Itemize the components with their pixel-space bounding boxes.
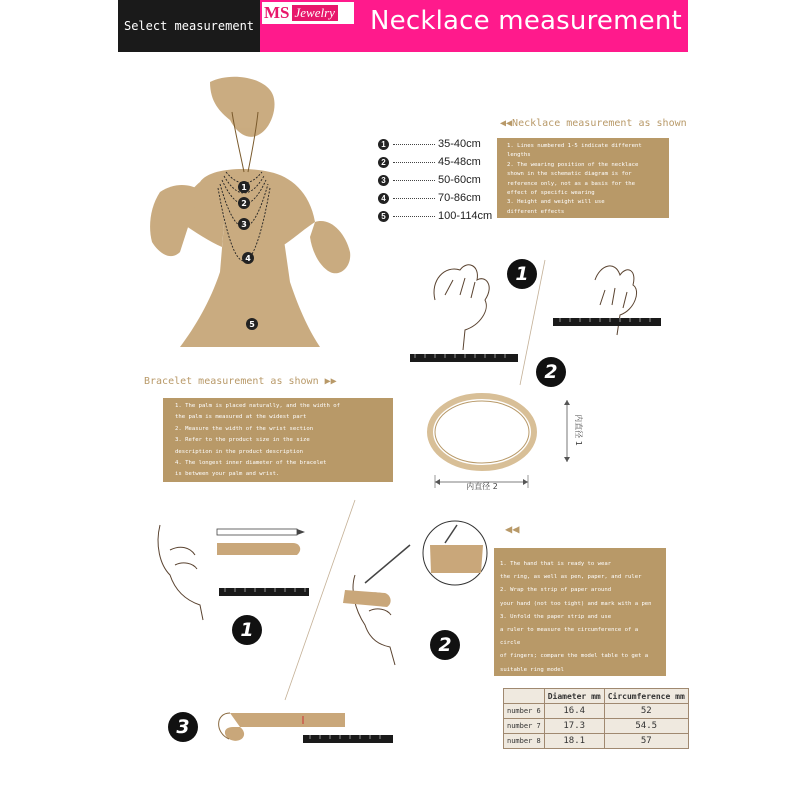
length-number: 2 — [378, 157, 389, 168]
ring-step-1-badge: 1 — [232, 615, 262, 645]
figure-label-4: 4 — [245, 254, 251, 263]
select-measurement-tab[interactable] — [118, 0, 260, 52]
length-number: 4 — [378, 193, 389, 204]
bracelet-step-2-badge: 2 — [536, 357, 566, 387]
note-line: 1. The palm is placed naturally, and the width of — [175, 403, 341, 409]
double-chevron-left-icon: ◀◀ — [500, 118, 513, 129]
note-line: the ring, as well as pen, paper, and ruler — [500, 574, 642, 581]
figure-label-3: 3 — [241, 220, 247, 229]
note-line: suitable ring model — [500, 666, 564, 673]
note-line: your hand (not too tight) and mark with a pen — [500, 600, 652, 607]
note-line: the palm is measured at the widest part — [175, 414, 307, 421]
note-line: lengths — [507, 152, 531, 159]
necklace-section-title — [500, 118, 687, 129]
ring-measure-illustration — [145, 495, 495, 755]
length-number: 1 — [378, 139, 389, 150]
logo-sub-text: Jewelry — [292, 5, 338, 21]
note-line: is between your palm and wrist. — [175, 471, 280, 478]
length-row — [378, 207, 492, 225]
length-row — [378, 153, 492, 171]
bangle-diameter-diagram — [420, 390, 585, 495]
double-chevron-left-icon: ◀◀ — [505, 522, 520, 536]
length-value: 70-86cm — [438, 192, 481, 204]
bracelet-section-title — [144, 376, 337, 387]
table-row — [504, 719, 689, 734]
note-line: description in the product description — [175, 448, 303, 455]
double-chevron-right-icon: ▶▶ — [318, 376, 337, 387]
note-line: 1. Lines numbered 1-5 indicate different — [507, 143, 642, 149]
necklace-section-title-text: Necklace measurement as shown — [512, 118, 687, 129]
brand-logo — [262, 2, 354, 24]
note-line: effect of specific wearing — [507, 190, 595, 197]
length-value: 50-60cm — [438, 174, 481, 186]
select-measurement-label: Select measurement — [123, 19, 255, 33]
note-line: shown in the schematic diagram is for — [507, 171, 632, 178]
note-line: a ruler to measure the circumference of a circle — [500, 627, 639, 647]
table-cell: 54.5 — [604, 719, 688, 734]
logo-ms-text: MS — [264, 3, 290, 22]
bracelet-step-1-badge: 1 — [507, 259, 537, 289]
note-line: 3. Refer to the product size in the size — [175, 437, 310, 444]
note-line: 3. Unfold the paper strip and use — [500, 613, 612, 620]
ring-step-3-badge: 3 — [168, 712, 198, 742]
note-line: reference only, not as a basis for the — [507, 180, 635, 187]
figure-label-1: 1 — [241, 183, 247, 192]
table-header-row — [504, 689, 689, 704]
table-header-cell — [504, 689, 545, 704]
note-line: 4. The longest inner diameter of the bracelet — [175, 460, 327, 467]
bracelet-section-title-text: Bracelet measurement as shown — [144, 376, 319, 387]
table-header-cell: Diameter mm — [544, 689, 604, 704]
table-cell: number 7 — [504, 719, 545, 734]
note-line: 2. Measure the width of the wrist section — [175, 425, 314, 432]
table-cell: 16.4 — [544, 704, 604, 719]
table-row — [504, 704, 689, 719]
page-title: Necklace measurement — [370, 6, 682, 36]
ring-size-table — [503, 688, 689, 749]
table-cell: number 8 — [504, 734, 545, 749]
note-line: 1. The hand that is ready to wear — [500, 561, 612, 567]
length-number: 3 — [378, 175, 389, 186]
length-value: 45-48cm — [438, 156, 481, 168]
note-line: 2. The wearing position of the necklace — [507, 161, 639, 168]
ring-step-2-badge: 2 — [430, 630, 460, 660]
length-row — [378, 189, 492, 207]
note-line: of fingers; compare the model table to get a — [500, 653, 649, 660]
table-cell: 18.1 — [544, 734, 604, 749]
table-header-cell: Circumference mm — [604, 689, 688, 704]
diameter-1-label: 内直径 1 — [574, 414, 583, 446]
necklace-notes-box — [497, 138, 669, 218]
note-line: 2. Wrap the strip of paper around — [500, 587, 612, 594]
table-cell: number 6 — [504, 704, 545, 719]
ring-notes-box — [494, 548, 666, 676]
necklace-length-list — [378, 135, 492, 225]
length-row — [378, 135, 492, 153]
note-line: different effects — [507, 208, 565, 215]
length-row — [378, 171, 492, 189]
necklace-figure-illustration — [140, 72, 368, 350]
figure-label-5: 5 — [249, 320, 255, 329]
length-number: 5 — [378, 211, 389, 222]
table-cell: 52 — [604, 704, 688, 719]
length-value: 100-114cm — [438, 210, 493, 222]
diameter-2-label: 内直径 2 — [466, 482, 498, 491]
bracelet-notes-box — [163, 398, 393, 482]
table-cell: 17.3 — [544, 719, 604, 734]
note-line: 3. Height and weight will use — [507, 199, 605, 206]
table-cell: 57 — [604, 734, 688, 749]
length-value: 35-40cm — [438, 138, 481, 150]
table-row — [504, 734, 689, 749]
figure-label-2: 2 — [241, 199, 247, 208]
